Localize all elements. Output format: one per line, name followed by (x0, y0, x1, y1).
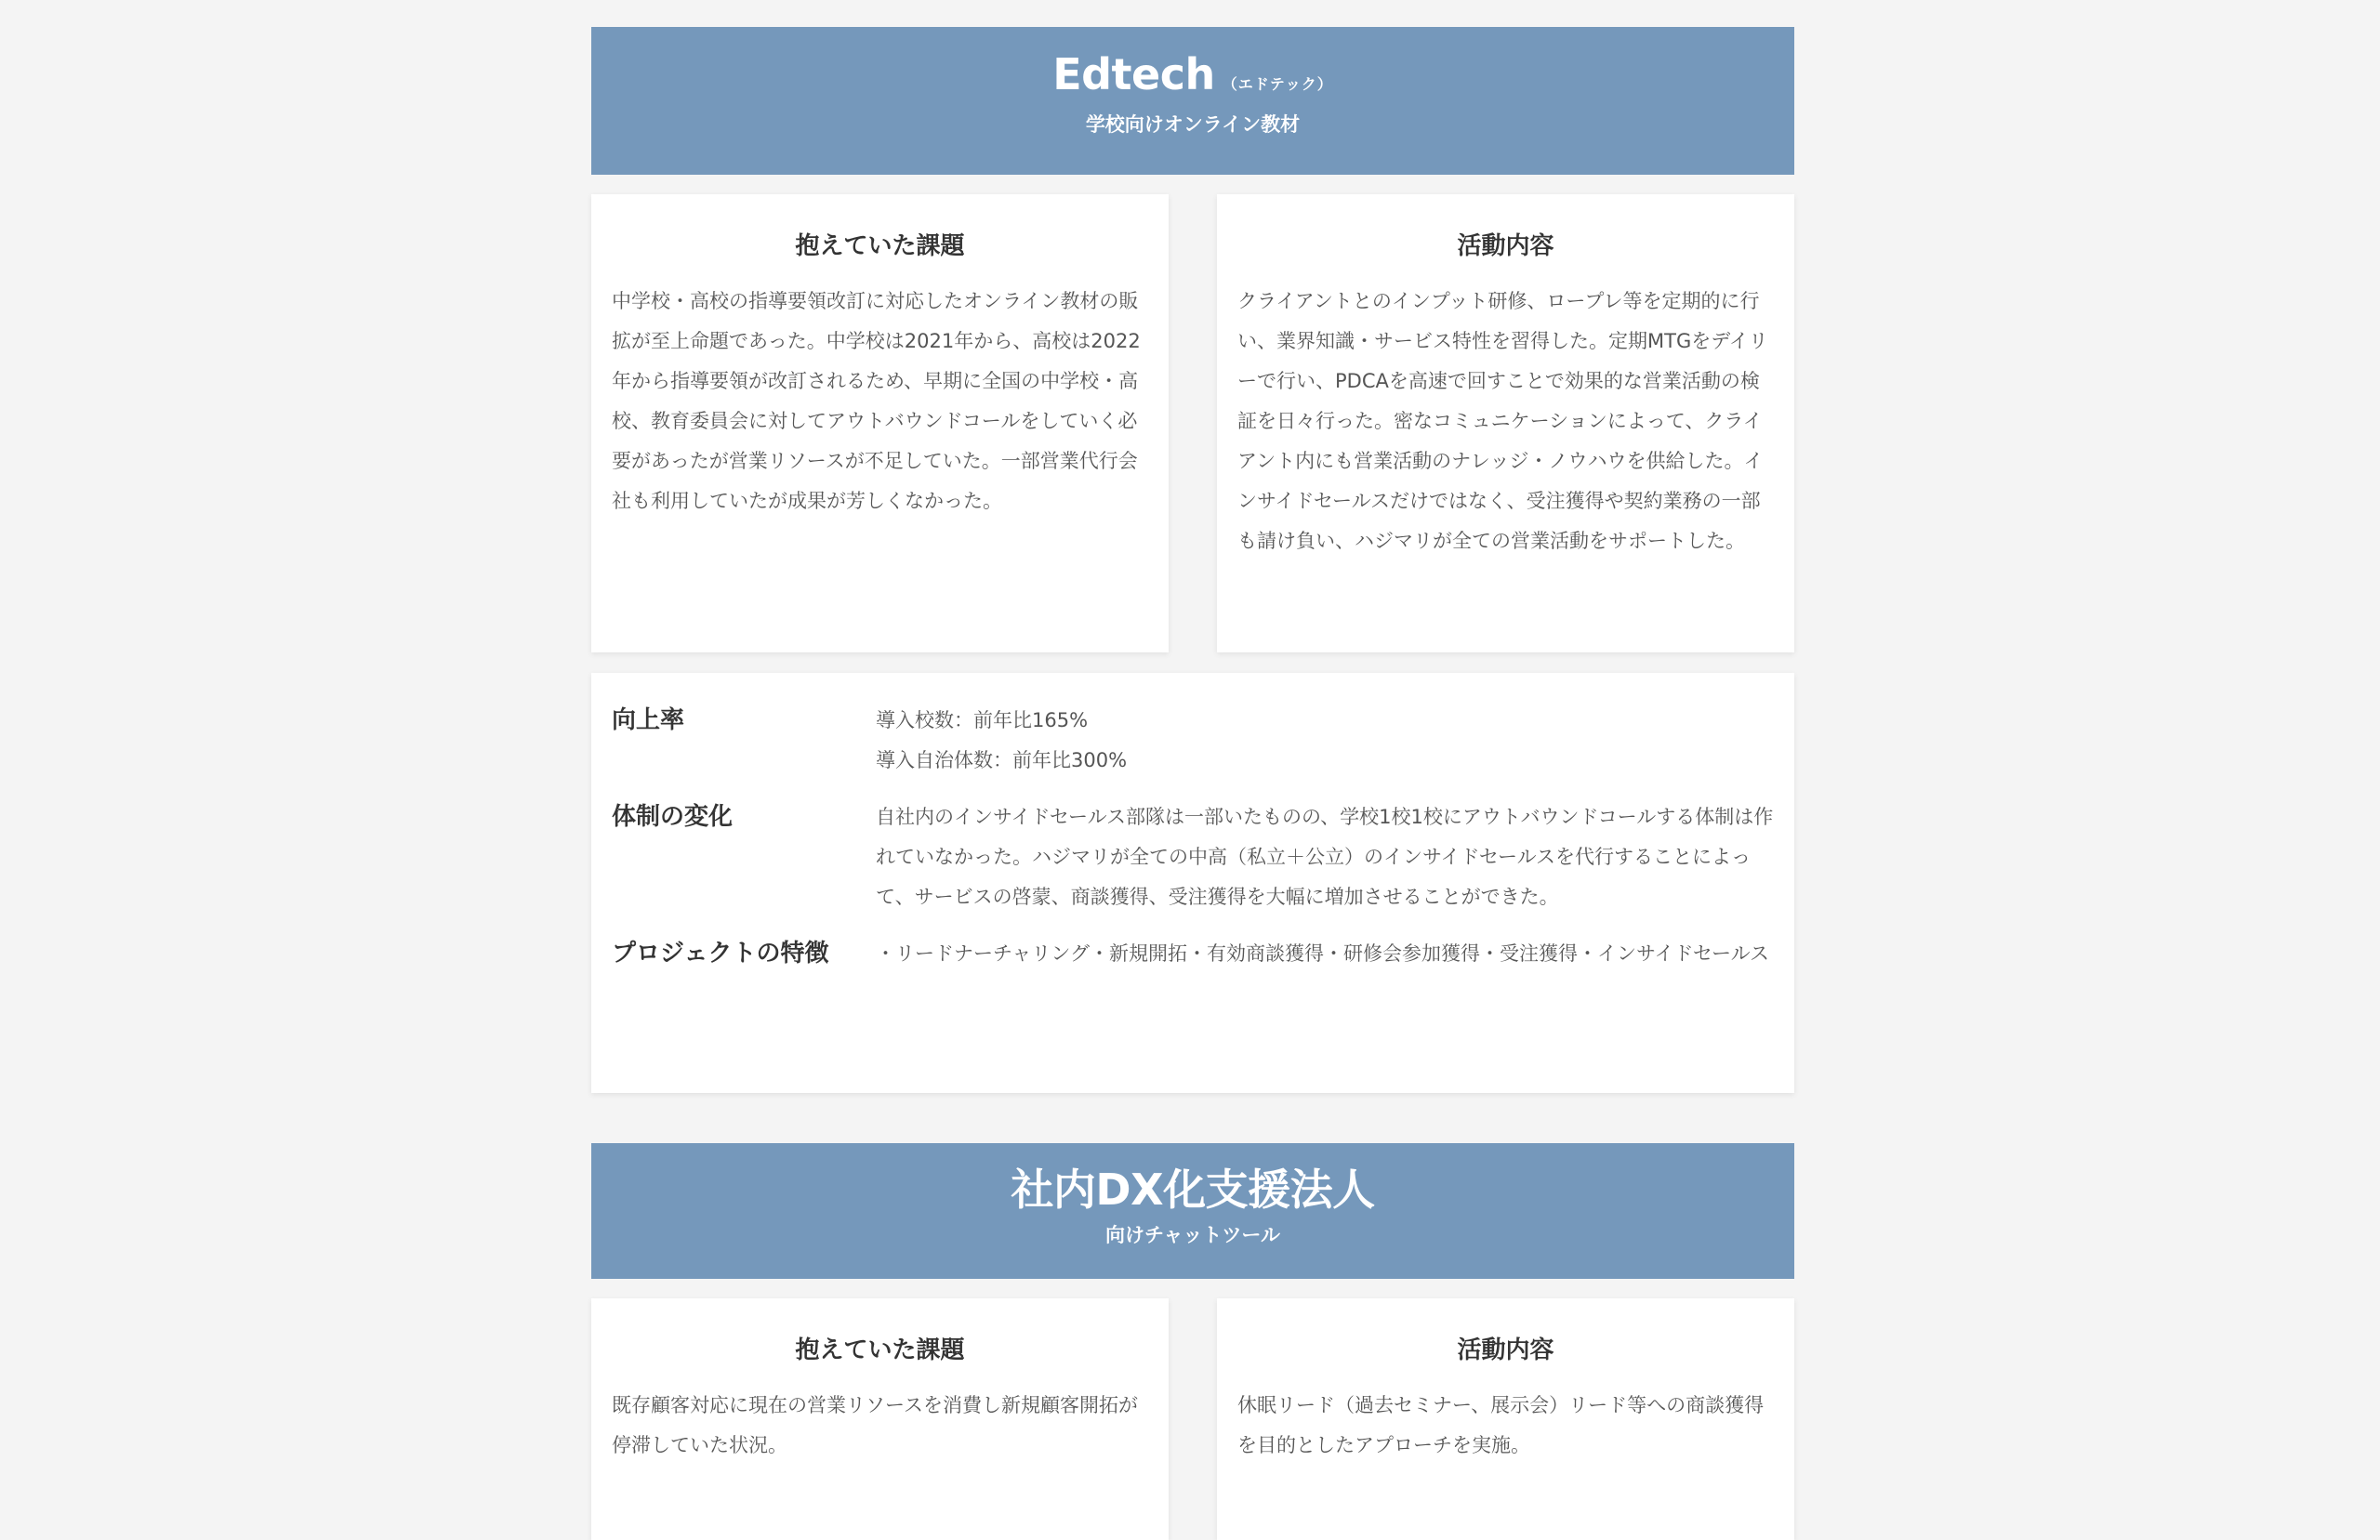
case-subtitle: 学校向けオンライン教材 (1085, 113, 1301, 136)
case-title-note: （エドテック） (1222, 75, 1333, 93)
activity-card (1217, 1298, 1794, 1540)
improvement-value-schools: 導入校数：前年比165% (876, 709, 1089, 731)
activity-text: 休眠リード（過去セミナー、展示会）リード等への商談獲得を目的としたアプローチを実施。 (1237, 1394, 1765, 1456)
challenge-card (591, 194, 1169, 652)
improvement-value-municipalities: 導入自治体数：前年比300% (876, 749, 1128, 771)
results-card (591, 673, 1794, 1093)
case-columns (591, 1298, 1794, 1540)
case-title (591, 46, 1794, 102)
activity-heading: 活動内容 (1457, 1336, 1554, 1364)
challenge-heading: 抱えていた課題 (795, 232, 965, 260)
results-row-feature (612, 934, 1774, 974)
challenge-heading: 抱えていた課題 (795, 1336, 965, 1364)
change-label: 体制の変化 (612, 803, 734, 831)
challenge-card (591, 1298, 1169, 1540)
case-columns (591, 194, 1794, 652)
change-text: 自社内のインサイドセールス部隊は一部いたものの、学校1校1校にアウトバウンドコールする体制は作れていなかった。ハジマリが全ての中高（私立＋公立）のインサイドセールスを代行することによって、サービスの啓蒙、商談獲得、受注獲得を大幅に増加させることができた。 (876, 806, 1774, 908)
case-banner-edtech (591, 27, 1794, 175)
feature-text: ・リードナーチャリング・新規開拓・有効商談獲得・研修会参加獲得・受注獲得・インサイドセールス (876, 942, 1769, 965)
challenge-text: 既存顧客対応に現在の営業リソースを消費し新規顧客開拓が停滞していた状況。 (612, 1394, 1138, 1456)
challenge-text: 中学校・高校の指導要領改訂に対応したオンライン教材の販拡が至上命題であった。中学校は2021年から、高校は2022年から指導要領が改訂されるため、早期に全国の中学校・高校、教育委員会に対してアウトバウンドコールをしていく必要があったが営業リソースが不足していた。一部営業代行会社も利用していたが成果が芳しくなかった。 (612, 290, 1141, 512)
activity-heading: 活動内容 (1457, 232, 1554, 260)
results-row-change (612, 797, 1774, 917)
feature-label: プロジェクトの特徴 (612, 940, 829, 967)
case-subtitle: 向けチャットツール (1105, 1224, 1280, 1246)
activity-text: クライアントとのインプット研修、ロープレ等を定期的に行い、業界知識・サービス特性を習得した。定期MTGをデイリーで行い、PDCAを高速で回すことで効果的な営業活動の検証を日々行った。密なコミュニケーションによって、クライアント内にも営業活動のナレッジ・ノウハウを供給した。インサイドセールスだけではなく、受注獲得や契約業務の一部も請け負い、ハジマリが全ての営業活動をサポートした。 (1237, 290, 1768, 552)
content-column (591, 27, 1794, 1540)
activity-card (1217, 194, 1794, 652)
improvement-label: 向上率 (612, 706, 685, 734)
results-row-improvement (612, 701, 1774, 781)
improvement-values (876, 701, 1774, 781)
case-title-main: Edtech (1052, 49, 1215, 99)
case-title-main: 社内DX化支援法人 (1011, 1165, 1375, 1215)
case-banner-dx (591, 1143, 1794, 1279)
